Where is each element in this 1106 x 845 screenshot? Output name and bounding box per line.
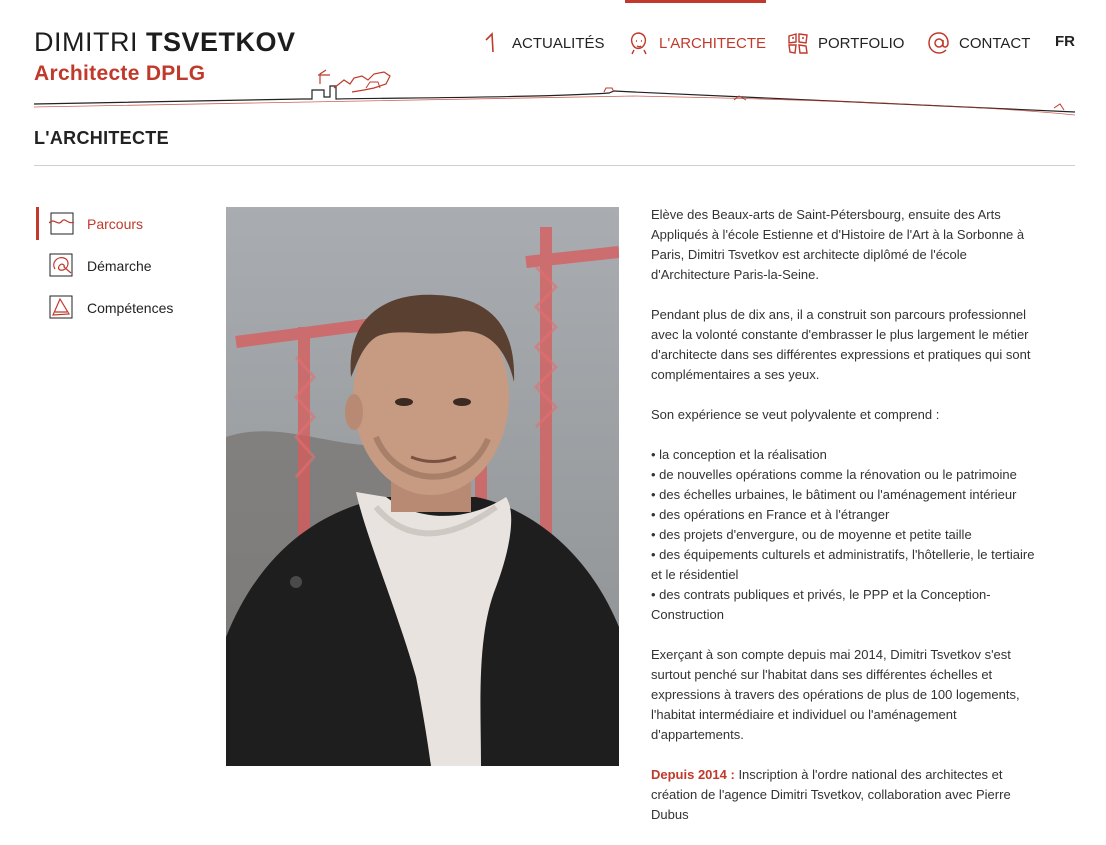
- bio-paragraph-3: Son expérience se veut polyvalente et comprend :: [651, 407, 940, 422]
- list-item: • la conception et la réalisation: [651, 447, 827, 462]
- nav-item-actualites[interactable]: [480, 30, 605, 56]
- portrait-sketch-icon: [627, 30, 651, 56]
- bio-paragraph-5: [651, 765, 1046, 825]
- brand-subtitle: Architecte DPLG: [34, 62, 206, 85]
- brand-first-name: DIMITRI: [34, 27, 138, 57]
- bio-paragraph-4: Exerçant à son compte depuis mai 2014, Dimitri Tsvetkov s'est surtout penché sur l'habitat dans ses différentes échelles et expressions à travers des opérations de plus de 100 logements, l'habitat intermédiaire et individuel ou l'aménagement d'appartements.: [651, 647, 1020, 742]
- skyline-sketch: [34, 66, 1075, 120]
- page-title: L'ARCHITECTE: [34, 128, 169, 148]
- brand-last-name: TSVETKOV: [146, 27, 296, 57]
- subnav-label-parcours: Parcours: [87, 215, 144, 232]
- competences-sketch-icon: [49, 295, 74, 320]
- list-item: • des projets d'envergure, ou de moyenne et petite taille: [651, 527, 972, 542]
- since-2014-highlight: Depuis 2014 :: [651, 767, 735, 782]
- main-nav: [480, 0, 1076, 70]
- bio-paragraph-2: Pendant plus de dix ans, il a construit son parcours professionnel avec la volonté constante d'embrasser le plus largement le métier d'architecte dans ses différentes expressions et pratiques qui sont complémentaires a ses yeux.: [651, 307, 1031, 382]
- since-2014-text: Inscription à l'ordre national des architectes et création de l'agence Dimitri Tsvetkov, collaboration avec Pierre Dubus: [651, 767, 1011, 822]
- nav-item-architecte[interactable]: [627, 30, 766, 56]
- nav-item-portfolio[interactable]: [786, 30, 904, 56]
- biography-text: [651, 205, 1046, 845]
- list-item: • des échelles urbaines, le bâtiment ou l'aménagement intérieur: [651, 487, 1017, 502]
- brush-stroke-icon: [480, 30, 504, 56]
- demarche-sketch-icon: [49, 253, 74, 278]
- nav-label-architecte: L'ARCHITECTE: [659, 34, 767, 52]
- portrait-illustration: [226, 207, 619, 766]
- title-divider: [34, 165, 1075, 166]
- subnav-item-competences[interactable]: [34, 291, 204, 324]
- brand-name: [34, 26, 296, 58]
- list-item: • de nouvelles opérations comme la rénovation ou le patrimoine: [651, 467, 1017, 482]
- language-switch[interactable]: FR: [1055, 33, 1075, 50]
- list-item: • des contrats publiques et privés, le PPP et la Conception-Construction: [651, 587, 991, 622]
- subnav-label-demarche: Démarche: [87, 257, 152, 274]
- subnav-item-parcours[interactable]: [34, 207, 204, 240]
- list-item: • des opérations en France et à l'étranger: [651, 507, 890, 522]
- parcours-sketch-icon: [49, 211, 74, 236]
- list-item: • des équipements culturels et administratifs, l'hôtellerie, le tertiaire et le résidentiel: [651, 547, 1035, 582]
- nav-item-contact[interactable]: [927, 30, 1030, 56]
- experience-list: [651, 445, 1046, 625]
- sub-nav: [34, 207, 204, 333]
- buildings-sketch-icon: [786, 30, 810, 56]
- bio-paragraph-1: Elève des Beaux-arts de Saint-Pétersbourg, ensuite des Arts Appliqués à l'école Estienne et d'Histoire de l'Art à la Sorbonne à Paris, Dimitri Tsvetkov est architecte diplômé de l'école d'Architecture Paris-la-Seine.: [651, 207, 1025, 282]
- architect-portrait-photo: [226, 207, 619, 766]
- subnav-item-demarche[interactable]: [34, 249, 204, 282]
- nav-label-portfolio: PORTFOLIO: [818, 34, 905, 52]
- nav-label-actualites: ACTUALITÉS: [512, 34, 605, 52]
- subnav-label-competences: Compétences: [87, 299, 174, 316]
- nav-label-contact: CONTACT: [959, 34, 1031, 52]
- at-sign-icon: [927, 30, 951, 56]
